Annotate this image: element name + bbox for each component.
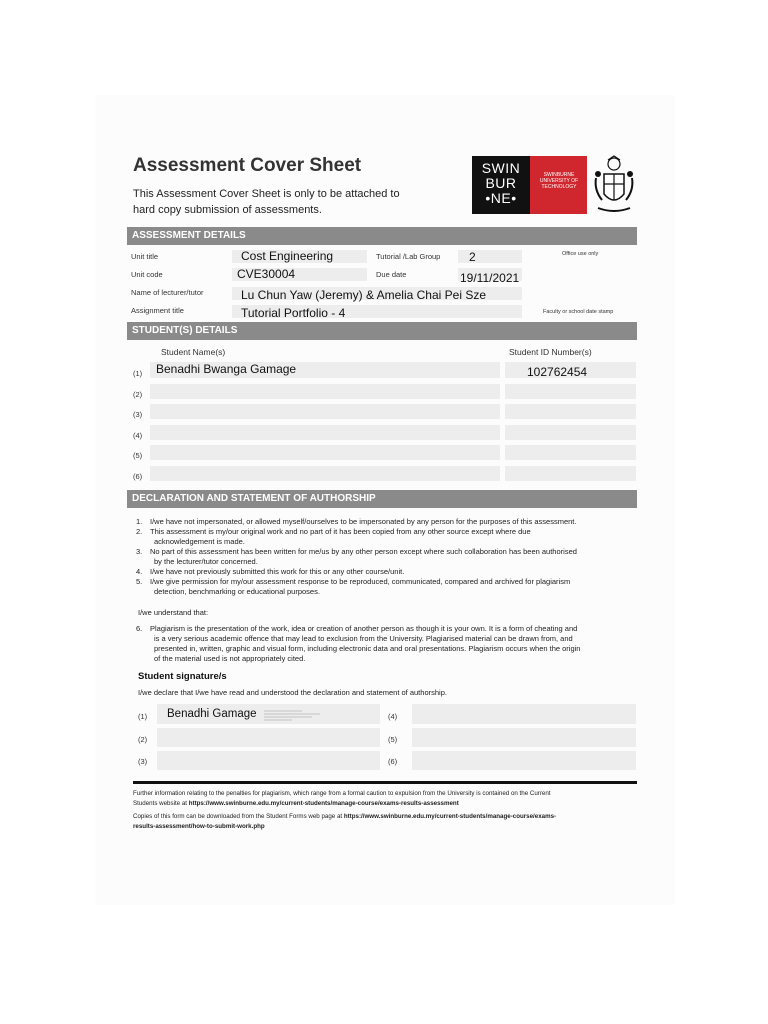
item-text-cont: by the lecturer/tutor concerned. <box>154 557 258 566</box>
logo-wordmark <box>472 156 530 214</box>
lecturer-label: Name of lecturer/tutor <box>131 288 204 297</box>
item-text-cont: of the material used is not appropriately cited. <box>154 654 306 663</box>
student-id-field[interactable] <box>505 384 636 399</box>
page-title: Assessment Cover Sheet <box>133 155 362 176</box>
student-row-num: (5) <box>133 451 143 460</box>
student-id-field[interactable] <box>505 466 636 481</box>
footer-line <box>133 799 643 809</box>
student-details-heading: STUDENT(S) DETAILS <box>127 322 637 340</box>
signature-field[interactable] <box>412 728 636 747</box>
group-value: 2 <box>469 250 476 264</box>
footer-plagiarism-info <box>133 789 643 809</box>
unit-title-label: Unit title <box>131 252 159 261</box>
declaration-heading: DECLARATION AND STATEMENT OF AUTHORSHIP <box>127 490 637 508</box>
item-text: I/we have not previously submitted this work for this or any other course/unit. <box>150 567 405 576</box>
divider-rule <box>133 781 637 784</box>
footer-line <box>133 812 643 822</box>
item-number: 1. <box>136 517 143 526</box>
unit-title-value: Cost Engineering <box>241 249 334 263</box>
student-name-field[interactable] <box>150 404 500 419</box>
lecturer-value: Lu Chun Yaw (Jeremy) & Amelia Chai Pei Sze <box>241 288 486 302</box>
swinburne-logo <box>472 156 587 214</box>
intro-line-2: hard copy submission of assessments. <box>133 204 322 216</box>
signature-name: Benadhi Gamage <box>167 708 257 720</box>
signature-statement: I/we declare that I/we have read and understood the declaration and statement of authorship. <box>138 688 447 697</box>
unit-code-label: Unit code <box>131 270 163 279</box>
signature-num: (2) <box>138 735 148 744</box>
signature-field[interactable] <box>157 751 380 770</box>
declaration-list <box>136 517 636 597</box>
signature-num: (6) <box>388 757 398 766</box>
logo-red-panel <box>530 156 587 214</box>
intro-text <box>133 186 423 218</box>
student-name-field[interactable] <box>150 384 500 399</box>
signature-field[interactable] <box>412 704 636 724</box>
intro-line-1: This Assessment Cover Sheet is only to be attached to <box>133 188 400 200</box>
footer-line <box>133 822 643 832</box>
signature-field[interactable] <box>412 751 636 770</box>
student-row-num: (4) <box>133 431 143 440</box>
item-text: I/we have not impersonated, or allowed myself/ourselves to be impersonated by any person for the purposes of this assessment. <box>150 517 577 526</box>
logo-line-2: BUR <box>485 175 517 191</box>
student-id-field[interactable] <box>505 404 636 419</box>
student-name-value: Benadhi Bwanga Gamage <box>156 362 297 376</box>
declaration-item <box>136 547 636 557</box>
item-number: 5. <box>136 577 143 586</box>
declaration-item-6 <box>136 624 636 664</box>
item-number: 2. <box>136 527 143 536</box>
forms-link-cont[interactable]: results-assessment/how-to-submit-work.php <box>133 823 265 830</box>
declaration-item <box>136 517 636 527</box>
footer-text: Students website at <box>133 800 189 807</box>
assignment-value: Tutorial Portfolio - 4 <box>241 306 346 320</box>
declaration-item <box>136 527 636 537</box>
student-id-field[interactable] <box>505 445 636 460</box>
item-text-cont: detection, benchmarking or educational purposes. <box>154 587 320 596</box>
logo-line-1: SWIN <box>481 160 521 176</box>
results-assessment-link[interactable]: https://www.swinburne.edu.my/current-students/manage-course/exams-results-assessment <box>188 800 459 807</box>
assessment-details-heading: ASSESSMENT DETAILS <box>127 227 637 245</box>
understand-text: I/we understand that: <box>138 608 209 617</box>
signature-num: (1) <box>138 712 148 721</box>
item-text: This assessment is my/our original work and no part of it has been copied from any other source except where due <box>150 527 531 536</box>
signature-num: (5) <box>388 735 398 744</box>
signature-field[interactable] <box>157 728 380 747</box>
item-text-cont: acknowledgement is made. <box>154 537 245 546</box>
student-row-num: (3) <box>133 410 143 419</box>
student-name-field[interactable] <box>150 425 500 440</box>
student-row-num: (6) <box>133 472 143 481</box>
logo-sub-3: TECHNOLOGY <box>541 184 577 190</box>
signature-num: (3) <box>138 757 148 766</box>
item-number: 6. <box>136 624 143 633</box>
student-row-num: (2) <box>133 390 143 399</box>
item-text: No part of this assessment has been written for me/us by any other person except where such collaboration has been authorised <box>150 547 577 556</box>
item-text-cont: is a very serious academic offence that may lead to exclusion from the University. Plagiarised material can be drawn from, and <box>154 634 573 643</box>
declaration-item <box>136 567 636 577</box>
item-text: I/we give permission for my/our assessment response to be reproduced, communicated, compared and archived for plagiarism <box>150 577 571 586</box>
due-date-label: Due date <box>376 270 407 279</box>
student-id-header: Student ID Number(s) <box>509 347 592 357</box>
item-number: 4. <box>136 567 143 576</box>
student-id-value: 102762454 <box>527 365 588 379</box>
group-field[interactable] <box>458 250 522 263</box>
item-text-cont: presented in, written, graphic and visual form, including electronic data and oral presentations. Plagiarism occurs when the origin <box>154 644 581 653</box>
student-id-field[interactable] <box>505 425 636 440</box>
footer-line: Further information relating to the penalties for plagiarism, which range from a formal caution to expulsion from the University is contained on the Current <box>133 790 551 797</box>
signature-heading: Student signature/s <box>138 671 227 682</box>
forms-link[interactable]: https://www.swinburne.edu.my/current-students/manage-course/exams- <box>343 813 557 820</box>
signature-num: (4) <box>388 712 398 721</box>
student-row-num: (1) <box>133 369 143 378</box>
footer-text: Copies of this form can be downloaded from the Student Forms web page at <box>133 813 344 820</box>
footer-forms-info <box>133 812 643 832</box>
date-stamp-label: Faculty or school date stamp <box>543 309 614 315</box>
student-name-field[interactable] <box>150 466 500 481</box>
logo-sub-1: SWINBURNE <box>543 172 575 178</box>
item-number: 3. <box>136 547 143 556</box>
logo-sub-2: UNIVERSITY OF <box>539 178 579 184</box>
group-label: Tutorial /Lab Group <box>376 252 441 261</box>
signature-scribble <box>262 708 344 724</box>
item-text: Plagiarism is the presentation of the work, idea or creation of another person as though it is your own. It is a form of cheating and <box>150 624 578 633</box>
student-name-field[interactable] <box>150 445 500 460</box>
office-use-label: Office use only <box>562 251 599 257</box>
unit-code-value: CVE30004 <box>237 267 296 281</box>
due-date-value: 19/11/2021 <box>460 271 520 285</box>
assignment-label: Assignment title <box>131 306 184 315</box>
student-name-header: Student Name(s) <box>161 347 226 357</box>
crest-icon <box>592 154 636 216</box>
declaration-item <box>136 577 636 587</box>
logo-line-3: •NE• <box>485 190 517 206</box>
